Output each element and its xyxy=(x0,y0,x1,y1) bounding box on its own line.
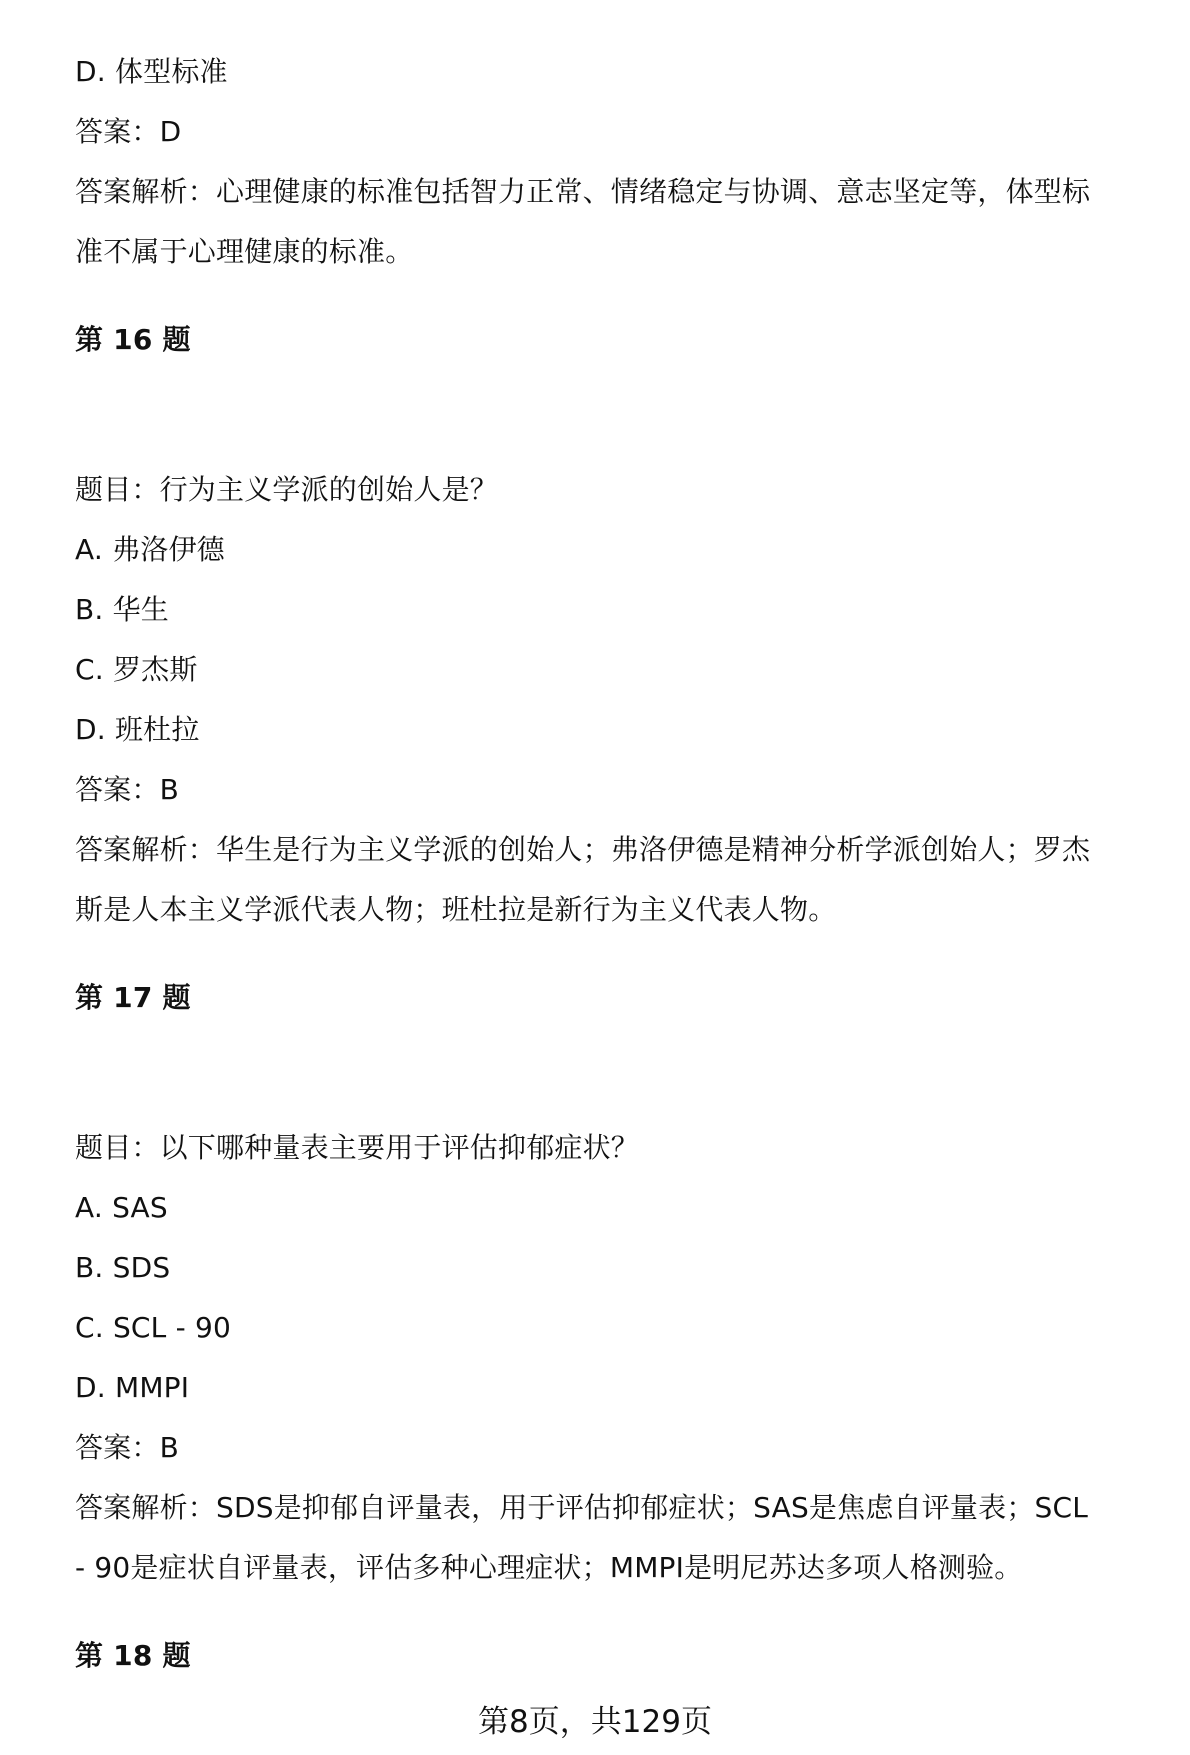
question-16-option-b: B. 华生 xyxy=(75,593,170,626)
question-17-option-a: A. SAS xyxy=(75,1191,168,1224)
question-16-analysis-line-2: 斯是人本主义学派代表人物；班杜拉是新行为主义代表人物。 xyxy=(75,893,837,926)
question-17-option-b: B. SDS xyxy=(75,1251,171,1284)
question-17-answer: 答案：B xyxy=(75,1431,180,1464)
question-18-heading: 第 18 题 xyxy=(75,1639,191,1672)
page-indicator: 第8页，共129页 xyxy=(478,1704,712,1740)
answer-analysis-line-2: 准不属于心理健康的标准。 xyxy=(75,235,414,268)
answer-analysis-line-1: 答案解析：心理健康的标准包括智力正常、情绪稳定与协调、意志坚定等，体型标 xyxy=(75,175,1091,208)
question-17-option-d: D. MMPI xyxy=(75,1371,190,1404)
question-16-option-d: D. 班杜拉 xyxy=(75,713,200,746)
option-d: D. 体型标准 xyxy=(75,55,228,88)
question-17-text: 题目：以下哪种量表主要用于评估抑郁症状？ xyxy=(75,1131,640,1164)
question-16-heading: 第 16 题 xyxy=(75,323,191,356)
answer-line: 答案：D xyxy=(75,115,182,148)
question-16-option-c: C. 罗杰斯 xyxy=(75,653,198,686)
question-16-option-a: A. 弗洛伊德 xyxy=(75,533,225,566)
question-17-analysis-line-2: - 90是症状自评量表，评估多种心理症状；MMPI是明尼苏达多项人格测验。 xyxy=(75,1551,1023,1584)
question-17-analysis-line-1: 答案解析：SDS是抑郁自评量表，用于评估抑郁症状；SAS是焦虑自评量表；SCL xyxy=(75,1491,1089,1524)
question-16-text: 题目：行为主义学派的创始人是？ xyxy=(75,473,499,506)
question-17-option-c: C. SCL - 90 xyxy=(75,1311,232,1344)
question-16-analysis-line-1: 答案解析：华生是行为主义学派的创始人；弗洛伊德是精神分析学派创始人；罗杰 xyxy=(75,833,1091,866)
question-17-heading: 第 17 题 xyxy=(75,981,191,1014)
question-16-answer: 答案：B xyxy=(75,773,180,806)
